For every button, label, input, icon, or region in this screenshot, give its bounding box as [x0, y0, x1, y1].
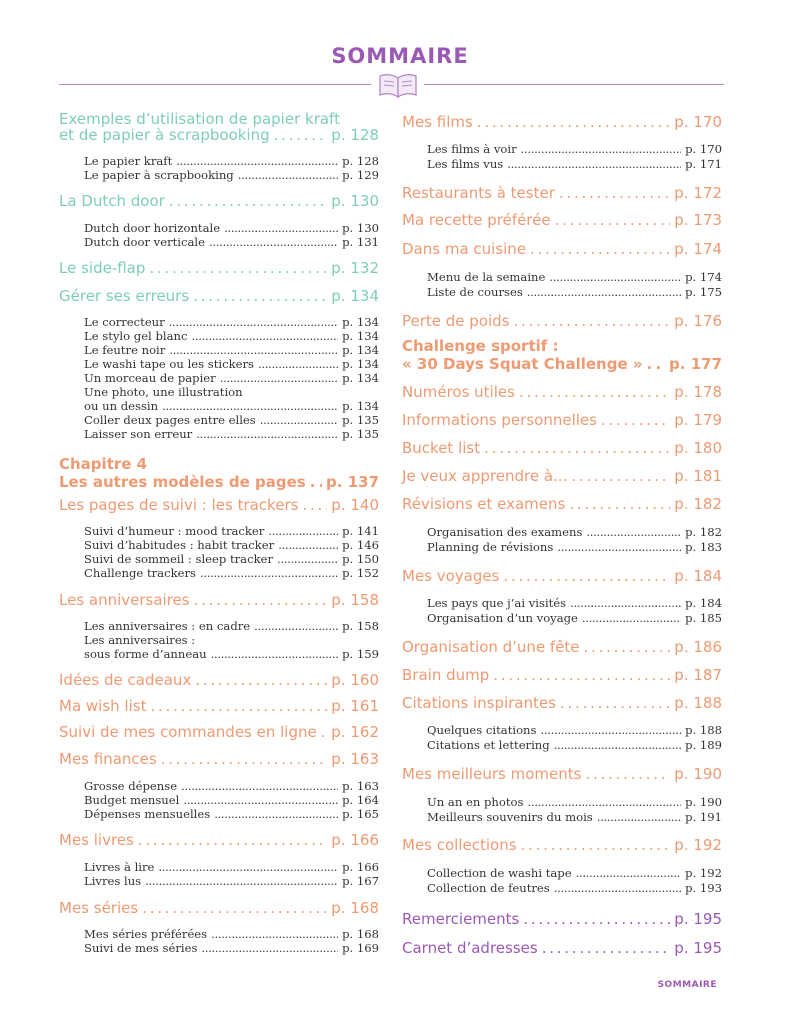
page-number: p. 137	[326, 473, 379, 491]
toc-subsection[interactable]	[59, 371, 379, 385]
page-number: p. 166	[342, 860, 379, 874]
toc-subsection[interactable]	[59, 413, 379, 427]
toc-section[interactable]	[59, 126, 379, 144]
page-number: p. 140	[331, 496, 379, 514]
entry-label: Mes livres	[59, 831, 134, 849]
entry-label: Planning de révisions	[427, 540, 554, 554]
page-number: p. 192	[685, 866, 722, 880]
entry-label: Informations personnelles	[402, 411, 597, 429]
entry-label: Les autres modèles de pages	[59, 473, 306, 491]
toc-subsection[interactable]	[59, 860, 379, 874]
page-number: p. 178	[674, 383, 722, 401]
leader-dots	[521, 836, 671, 854]
page-number: p. 188	[674, 694, 722, 712]
entry-label: Dans ma cuisine	[402, 240, 527, 258]
entry-label: Le side-flap	[59, 259, 146, 277]
page-number: p. 184	[674, 567, 722, 585]
page-number: p. 190	[674, 765, 722, 783]
toc-subsection[interactable]	[59, 168, 379, 182]
page-number: p. 166	[331, 831, 379, 849]
toc-subsection[interactable]	[59, 874, 379, 888]
leader-dots	[554, 881, 681, 895]
leader-dots	[540, 723, 681, 737]
toc-section[interactable]	[402, 910, 722, 928]
leader-dots	[484, 439, 670, 457]
toc-subsection[interactable]	[59, 221, 379, 235]
leader-dots	[201, 941, 338, 955]
entry-label: Menu de la semaine	[427, 270, 546, 284]
entry-label: Dépenses mensuelles	[84, 807, 211, 821]
page-number: p. 130	[342, 221, 379, 235]
page-number: p. 188	[685, 723, 722, 737]
toc-subsection[interactable]	[59, 566, 379, 580]
toc-section[interactable]	[402, 666, 722, 684]
toc-subsection[interactable]	[59, 235, 379, 249]
toc-subsection[interactable]	[59, 927, 379, 941]
leader-dots	[321, 723, 328, 741]
leader-dots	[503, 567, 670, 585]
toc-section[interactable]	[59, 899, 379, 917]
toc-section[interactable]	[402, 355, 722, 373]
entry-label: Mes séries	[59, 899, 139, 917]
entry-label: Quelques citations	[427, 723, 537, 737]
leader-dots	[560, 694, 670, 712]
entry-label: Budget mensuel	[84, 793, 180, 807]
leader-dots	[183, 793, 338, 807]
entry-label: Mes collections	[402, 836, 517, 854]
entry-label: Mes meilleurs moments	[402, 765, 582, 783]
entry-label: Suivi de mes commandes en ligne	[59, 723, 317, 741]
title-rule-left	[59, 84, 371, 85]
entry-label: Idées de cadeaux	[59, 671, 192, 689]
toc-subsection[interactable]	[402, 157, 722, 171]
entry-label: Mes séries préférées	[84, 927, 208, 941]
entry-label: sous forme d’anneau	[84, 647, 207, 661]
leader-dots	[571, 467, 670, 485]
entry-label: Les anniversaires	[59, 591, 190, 609]
leader-dots	[278, 538, 338, 552]
leader-dots	[514, 312, 671, 330]
page-number: p. 180	[674, 439, 722, 457]
toc-section[interactable]	[59, 697, 379, 715]
entry-label: Les films vus	[427, 157, 504, 171]
page-number: p. 172	[674, 184, 722, 202]
entry-label: Remerciements	[402, 910, 520, 928]
leader-dots	[209, 235, 338, 249]
entry-label: Le papier à scrapbooking	[84, 168, 234, 182]
toc-subsection[interactable]	[59, 357, 379, 371]
toc-subsection[interactable]	[402, 611, 722, 625]
toc-section[interactable]	[402, 312, 722, 330]
leader-dots	[194, 591, 328, 609]
leader-dots	[145, 874, 338, 888]
page-number: p. 134	[342, 315, 379, 329]
leader-dots	[277, 552, 338, 566]
toc-subsection[interactable]	[59, 619, 379, 633]
toc-subsection[interactable]	[59, 552, 379, 566]
toc-subsection[interactable]	[59, 941, 379, 955]
toc-section[interactable]	[402, 694, 722, 712]
leader-dots	[542, 939, 671, 957]
toc-section[interactable]	[402, 495, 722, 513]
open-book-icon	[376, 70, 420, 100]
page-number: p. 184	[685, 596, 722, 610]
toc-subsection[interactable]	[402, 795, 722, 809]
entry-label: Le stylo gel blanc	[84, 329, 188, 343]
entry-label: Citations inspirantes	[402, 694, 556, 712]
page-number: p. 165	[342, 807, 379, 821]
toc-subsection[interactable]	[402, 525, 722, 539]
title-rule-right	[424, 84, 724, 85]
page-number: p. 190	[685, 795, 722, 809]
leader-dots	[521, 142, 681, 156]
toc-subsection[interactable]	[59, 154, 379, 168]
toc-subsection[interactable]	[59, 524, 379, 538]
page-number: p. 152	[342, 566, 379, 580]
leader-dots	[493, 666, 670, 684]
entry-label: Le papier kraft	[84, 154, 173, 168]
entry-label: Les anniversaires : en cadre	[84, 619, 251, 633]
page-number: p. 182	[674, 495, 722, 513]
leader-dots	[601, 411, 670, 429]
leader-dots	[193, 287, 327, 305]
leader-dots	[211, 647, 339, 661]
page-number: p. 168	[331, 899, 379, 917]
page-number: p. 182	[685, 525, 722, 539]
page-number: p. 168	[342, 927, 379, 941]
entry-label: Suivi d’humeur : mood tracker	[84, 524, 265, 538]
toc-section[interactable]	[59, 496, 379, 514]
leader-dots	[142, 899, 327, 917]
page-number: p. 134	[342, 343, 379, 357]
entry-label: Coller deux pages entre elles	[84, 413, 256, 427]
leader-dots	[507, 157, 681, 171]
leader-dots	[268, 524, 338, 538]
entry-label: Révisions et examens	[402, 495, 566, 513]
toc-subsection[interactable]	[59, 399, 379, 413]
entry-label: Le washi tape ou les stickers	[84, 357, 254, 371]
toc-subsection[interactable]	[59, 427, 379, 441]
leader-dots	[519, 383, 670, 401]
page-number: p. 167	[342, 874, 379, 888]
toc-section[interactable]	[402, 211, 722, 229]
toc-section[interactable]	[402, 765, 722, 783]
entry-label: Numéros utiles	[402, 383, 515, 401]
page-number: p. 161	[331, 697, 379, 715]
page-number: p. 195	[674, 939, 722, 957]
page-number: p. 134	[342, 371, 379, 385]
entry-label: Je veux apprendre à...	[402, 467, 568, 485]
entry-label: Carnet d’adresses	[402, 939, 538, 957]
leader-dots	[220, 371, 338, 385]
toc-section[interactable]	[59, 259, 379, 277]
page-number: p. 129	[342, 168, 379, 182]
leader-dots	[530, 240, 670, 258]
entry-label: Dutch door horizontale	[84, 221, 221, 235]
entry-label: Suivi de sommeil : sleep tracker	[84, 552, 274, 566]
leader-dots	[149, 259, 327, 277]
toc-section[interactable]	[402, 184, 722, 202]
toc-subsection[interactable]	[402, 738, 722, 752]
toc-section[interactable]	[59, 591, 379, 609]
leader-dots	[576, 866, 681, 880]
page-number: p. 134	[342, 399, 379, 413]
entry-label: Organisation d’un voyage	[427, 611, 578, 625]
toc-subsection[interactable]	[402, 866, 722, 880]
toc-section-title[interactable]: Challenge sportif :	[402, 337, 559, 355]
page-number: p. 134	[331, 287, 379, 305]
page-number: p. 177	[669, 355, 722, 373]
leader-dots	[549, 270, 681, 284]
toc-subsection[interactable]	[59, 779, 379, 793]
leader-dots	[582, 611, 681, 625]
page-number: p. 134	[342, 329, 379, 343]
leader-dots	[554, 738, 681, 752]
leader-dots	[559, 184, 670, 202]
leader-dots	[302, 496, 327, 514]
page-number: p. 171	[685, 157, 722, 171]
leader-dots	[162, 399, 338, 413]
toc-subsection[interactable]	[59, 538, 379, 552]
toc-subsection[interactable]	[59, 329, 379, 343]
leader-dots	[158, 860, 338, 874]
toc-section-title[interactable]: Exemples d’utilisation de papier kraft	[59, 110, 340, 128]
toc-subsection[interactable]	[402, 881, 722, 895]
page-number: p. 135	[342, 427, 379, 441]
entry-label: Un morceau de papier	[84, 371, 216, 385]
page-number: p. 192	[674, 836, 722, 854]
leader-dots	[586, 525, 681, 539]
page-number: p. 170	[685, 142, 722, 156]
entry-label: Restaurants à tester	[402, 184, 555, 202]
page-number: p. 183	[685, 540, 722, 554]
entry-label: Ma recette préférée	[402, 211, 551, 229]
leader-dots	[260, 413, 338, 427]
leader-dots	[176, 154, 338, 168]
toc-section[interactable]	[402, 467, 722, 485]
leader-dots	[310, 473, 322, 491]
entry-label: Suivi de mes séries	[84, 941, 198, 955]
entry-label: Citations et lettering	[427, 738, 550, 752]
toc-section[interactable]	[59, 671, 379, 689]
page-number: p. 174	[685, 270, 722, 284]
page-number: p. 132	[331, 259, 379, 277]
toc-section[interactable]	[402, 836, 722, 854]
entry-label: Mes voyages	[402, 567, 500, 585]
leader-dots	[569, 495, 670, 513]
leader-dots	[150, 697, 327, 715]
toc-subsection[interactable]	[59, 793, 379, 807]
page-number: p. 181	[674, 467, 722, 485]
toc-section[interactable]	[402, 411, 722, 429]
page-number: p. 187	[674, 666, 722, 684]
toc-section[interactable]	[402, 439, 722, 457]
entry-label: Le feutre noir	[84, 343, 166, 357]
leader-dots	[527, 285, 681, 299]
page-number: p. 150	[342, 552, 379, 566]
toc-subsection[interactable]	[402, 723, 722, 737]
leader-dots	[557, 540, 681, 554]
entry-label: La Dutch door	[59, 192, 165, 210]
page-number: p. 179	[674, 411, 722, 429]
page-number: p. 158	[331, 591, 379, 609]
toc-subsection[interactable]	[402, 810, 722, 824]
page-number: p. 193	[685, 881, 722, 895]
leader-dots	[258, 357, 338, 371]
leader-dots	[191, 329, 338, 343]
page-number: p. 163	[342, 779, 379, 793]
leader-dots	[477, 113, 671, 131]
entry-label: Challenge trackers	[84, 566, 196, 580]
leader-dots	[597, 810, 681, 824]
page-number: p. 186	[674, 638, 722, 656]
leader-dots	[169, 315, 338, 329]
toc-subsection[interactable]	[59, 343, 379, 357]
toc-subsection[interactable]	[402, 285, 722, 299]
toc-subsection[interactable]	[402, 596, 722, 610]
chapter-title[interactable]: Chapitre 4	[59, 455, 148, 473]
leader-dots	[211, 927, 338, 941]
page-number: p. 169	[342, 941, 379, 955]
toc-section[interactable]	[59, 192, 379, 210]
page-footer: SOMMAIRE	[657, 980, 717, 990]
page-number: p. 141	[342, 524, 379, 538]
leader-dots	[238, 168, 338, 182]
entry-label: Mes films	[402, 113, 473, 131]
toc-section[interactable]	[402, 939, 722, 957]
toc-section[interactable]	[59, 723, 379, 741]
toc-section[interactable]	[59, 831, 379, 849]
toc-subsection[interactable]	[402, 270, 722, 284]
toc-section[interactable]	[402, 383, 722, 401]
entry-label: Grosse dépense	[84, 779, 178, 793]
entry-label: Les films à voir	[427, 142, 517, 156]
page-number: p. 159	[342, 647, 379, 661]
toc-subsection[interactable]	[59, 647, 379, 661]
leader-dots	[214, 807, 338, 821]
page-number: p. 162	[331, 723, 379, 741]
entry-label: Suivi d’habitudes : habit tracker	[84, 538, 275, 552]
page-number: p. 146	[342, 538, 379, 552]
page-number: p. 158	[342, 619, 379, 633]
page-number: p. 185	[685, 611, 722, 625]
leader-dots	[195, 671, 327, 689]
leader-dots	[523, 910, 670, 928]
leader-dots	[200, 566, 338, 580]
entry-label: et de papier à scrapbooking	[59, 126, 270, 144]
toc-subsection[interactable]	[59, 807, 379, 821]
entry-label: Livres lus	[84, 874, 142, 888]
page-number: p. 163	[331, 750, 379, 768]
page-number: p. 160	[331, 671, 379, 689]
page-number: p. 175	[685, 285, 722, 299]
page-title: SOMMAIRE	[331, 44, 469, 68]
toc-subsection[interactable]	[402, 540, 722, 554]
toc-section[interactable]	[402, 638, 722, 656]
leader-dots	[584, 638, 671, 656]
page-number: p. 174	[674, 240, 722, 258]
entry-label: Dutch door verticale	[84, 235, 205, 249]
entry-label: Les pays que j’ai visités	[427, 596, 567, 610]
entry-label: Ma wish list	[59, 697, 147, 715]
entry-label: Organisation des examens	[427, 525, 583, 539]
leader-dots	[274, 126, 328, 144]
entry-label: Un an en photos	[427, 795, 524, 809]
entry-label: Collection de washi tape	[427, 866, 572, 880]
leader-dots	[527, 795, 681, 809]
entry-label: Organisation d’une fête	[402, 638, 580, 656]
entry-label: Perte de poids	[402, 312, 510, 330]
entry-label: Bucket list	[402, 439, 481, 457]
toc-section[interactable]	[402, 240, 722, 258]
leader-dots	[254, 619, 338, 633]
toc-subsection[interactable]	[59, 315, 379, 329]
entry-label: Livres à lire	[84, 860, 155, 874]
page-number: p. 189	[685, 738, 722, 752]
entry-label: ou un dessin	[84, 399, 159, 413]
page-number: p. 130	[331, 192, 379, 210]
toc-chapter[interactable]	[59, 473, 379, 491]
page-number: p. 164	[342, 793, 379, 807]
page-number: p. 170	[674, 113, 722, 131]
toc-subsection-title[interactable]: Les anniversaires :	[84, 633, 196, 647]
leader-dots	[647, 355, 665, 373]
toc-section[interactable]	[402, 567, 722, 585]
leader-dots	[161, 750, 328, 768]
leader-dots	[169, 343, 338, 357]
entry-label: « 30 Days Squat Challenge »	[402, 355, 643, 373]
leader-dots	[169, 192, 327, 210]
toc-section[interactable]	[402, 113, 722, 131]
toc-section[interactable]	[59, 287, 379, 305]
leader-dots	[585, 765, 670, 783]
entry-label: Gérer ses erreurs	[59, 287, 190, 305]
page-number: p. 135	[342, 413, 379, 427]
entry-label: Liste de courses	[427, 285, 523, 299]
page-number: p. 191	[685, 810, 722, 824]
entry-label: Meilleurs souvenirs du mois	[427, 810, 593, 824]
leader-dots	[570, 596, 681, 610]
page-number: p. 128	[342, 154, 379, 168]
page-number: p. 195	[674, 910, 722, 928]
leader-dots	[196, 427, 338, 441]
toc-subsection-title[interactable]: Une photo, une illustration	[84, 385, 243, 399]
entry-label: Les pages de suivi : les trackers	[59, 496, 299, 514]
leader-dots	[181, 779, 338, 793]
page-number: p. 173	[674, 211, 722, 229]
leader-dots	[555, 211, 671, 229]
page-number: p. 128	[331, 126, 379, 144]
entry-label: Collection de feutres	[427, 881, 550, 895]
entry-label: Mes finances	[59, 750, 157, 768]
entry-label: Brain dump	[402, 666, 490, 684]
leader-dots	[138, 831, 327, 849]
leader-dots	[224, 221, 338, 235]
page-number: p. 176	[674, 312, 722, 330]
entry-label: Laisser son erreur	[84, 427, 193, 441]
entry-label: Le correcteur	[84, 315, 165, 329]
toc-section[interactable]	[59, 750, 379, 768]
page-number: p. 131	[342, 235, 379, 249]
page-number: p. 134	[342, 357, 379, 371]
toc-subsection[interactable]	[402, 142, 722, 156]
